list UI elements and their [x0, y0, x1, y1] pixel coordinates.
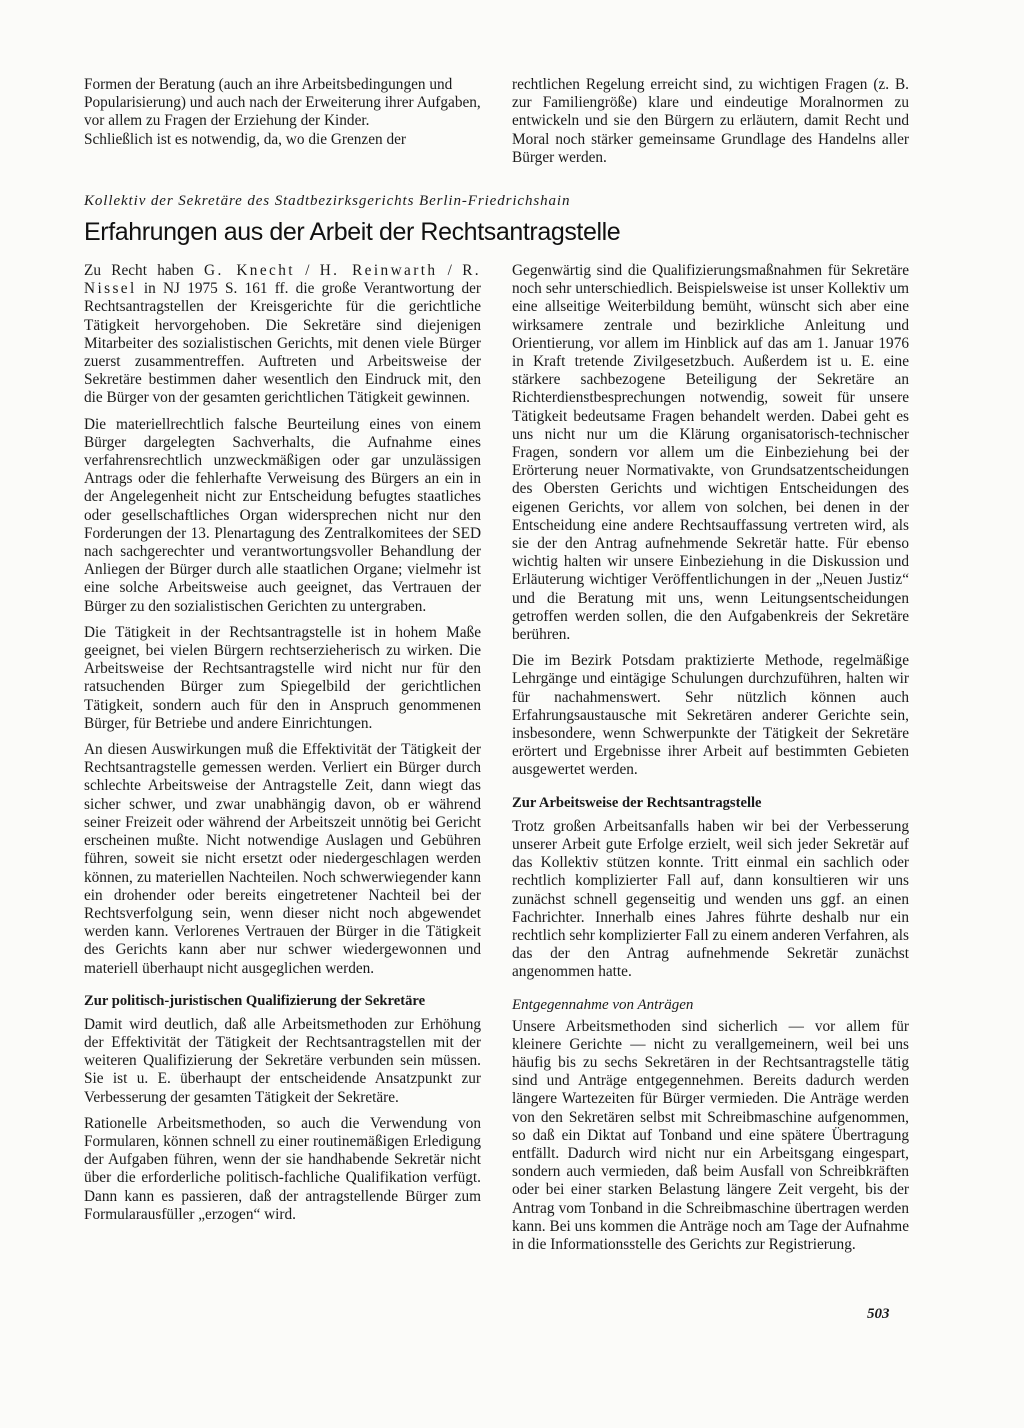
page-number: 503: [867, 1306, 890, 1322]
article-left-column: [84, 262, 481, 1224]
body-paragraph: An diesen Auswirkungen muß die Effektivität der Tätigkeit der Rechtsantragstelle gemessen werden. Verliert ein Bürger durch schlechte Arbeitsweise der Antragstelle Zeit, dann wiegt das sicher schwer, und zwar unabhängig davon, ob er während seiner Freizeit oder während der Arbeitszeit unnötig bei Gericht erscheinen mußte. Nicht notwendige Auslagen und Gebühren führen, soweit sie nicht ersetzt oder niedergeschlagen werden können, zu materiellen Nachteilen. Noch schwerwiegender kann ein drohender oder bereits eingetretener Nachteil bei der Rechtsverfolgung sein, wenn dieser nicht noch abgewendet werden kann. Verlorenes Vertrauen der Bürger in die Tätigkeit des Gerichts kann aber nur schwer wiedergewonnen und materiell überhaupt nicht ausgeglichen werden.: [84, 741, 481, 977]
section-heading: Zur Arbeitsweise der Rechtsantragstelle: [512, 794, 762, 811]
intro-paragraph: [84, 262, 481, 408]
author-name: R. Nissel: [84, 262, 482, 298]
previous-article-paragraph: Formen der Beratung (auch an ihre Arbeitsbedingungen und Popularisierung) und auch nach der Erweiterung ihrer Aufgaben, vor allem zu Fragen der Erziehung der Kinder.: [84, 76, 481, 130]
body-paragraph: Damit wird deutlich, daß alle Arbeitsmethoden zur Erhöhung der Effektivität der Tätigkeit der Rechtsantragstellen mit der weiteren Qualifizierung der Sekretäre verbunden sein müssen. Sie ist u. E. überhaupt der entscheidende Ansatzpunkt zur Verbesserung der gesamten Tätigkeit der Sekretäre.: [84, 1015, 481, 1106]
previous-article-paragraph: rechtlichen Regelung erreicht sind, zu wichtigen Fragen (z. B. zur Familiengröße) klare und eindeutige Moralnormen zu entwickeln und sie den Bürgern zu erläutern, damit Recht und Moral noch stärker gemeinsame Grundlage des Handelns aller Bürger werden.: [512, 76, 909, 166]
intro-text: in NJ 1975 S. 161 ff. die große Verantwortung der Rechtsantragstellen der Kreisgerichte für die gerichtliche Tätigkeit hervorgehoben. Die Sekretäre sind diejenigen Mitarbeiter des sozialistischen Gerichts, mit denen viele Bürger zuerst zusammentreffen. Auftreten und Arbeitsweise der Sekretäre bestimmen daher wesentlich den Eindruck mit, den die Bürger von der gesamten gerichtlichen Tätigkeit gewinnen.: [84, 280, 481, 407]
body-paragraph: Rationelle Arbeitsmethoden, so auch die Verwendung von Formularen, können schnell zu einer routinemäßigen Erledigung der Aufgaben führen, wenn der sie handhabende Sekretär nicht über die erforderliche politisch-fachliche Qualifikation verfügt. Dann kann es passieren, daß der antragstellende Bürger zum Formularausfüller „erzogen“ wird.: [84, 1114, 481, 1223]
author-separator: /: [437, 262, 463, 279]
author-name: H. Reinwarth: [319, 262, 438, 279]
author-name: G. Knecht: [204, 262, 295, 279]
article-title: Erfahrungen aus der Arbeit der Rechtsantragstelle: [84, 218, 621, 246]
subsection-heading: Entgegennahme von Anträgen: [512, 996, 694, 1013]
article-byline: Kollektiv der Sekretäre des Stadtbezirksgerichts Berlin-Friedrichshain: [84, 193, 571, 209]
body-paragraph: Die im Bezirk Potsdam praktizierte Methode, regelmäßige Lehrgänge und eintägige Schulungen durchzuführen, halten wir für nachahmenswert. Sehr nützlich können auch Erfahrungsaustausche mit Sekretären anderer Gerichte sein, insbesondere, wenn Schwerpunkte der Tätigkeit der Sekretäre erörtert und Ergebnisse ihrer Arbeit auf bestimmten Gebieten ausgewertet werden.: [512, 652, 909, 779]
previous-article-left-column: [84, 76, 481, 149]
body-paragraph: Unsere Arbeitsmethoden sind sicherlich — vor allem für kleinere Gerichte — nicht zu verallgemeinern, weil bei uns häufig bis zu sechs Sekretären in der Rechtsantragstelle tätig sind und Anträge entgegennehmen. Bereits dadurch werden längere Wartezeiten für Bürger vermieden. Die Anträge werden von den Sekretären selbst mit Schreibmaschine aufgenommen, so daß ein Diktat auf Tonband und eine spätere Übertragung entfällt. Dadurch wird nicht nur ein Arbeitsgang eingespart, sondern auch vermieden, daß beim Ausfall von Schreibkräften oder bei einer starken Belastung längere Zeit vergeht, bis der Antrag vom Tonband in die Schreibmaschine übertragen werden kann. Bei uns kommen die Anträge noch am Tage der Aufnahme in die Informationsstelle des Gerichts zur Registrierung.: [512, 1017, 909, 1253]
body-paragraph: Die Tätigkeit in der Rechtsantragstelle ist in hohem Maße geeignet, bei vielen Bürgern rechtserzieherisch zu wirken. Die Arbeitsweise der Rechtsantragstelle wird nicht nur für den ratsuchenden Bürger zum Spiegelbild der gerichtlichen Tätigkeit, sondern auch für den in Anspruch genommenen Bürger, für Betriebe und andere Einrichtungen.: [84, 623, 481, 732]
section-heading: Zur politisch-juristischen Qualifizierung der Sekretäre: [84, 992, 426, 1009]
previous-article-paragraph: Schließlich ist es notwendig, da, wo die Grenzen der: [84, 130, 406, 148]
author-separator: /: [294, 262, 320, 279]
intro-text: Zu Recht haben: [84, 262, 205, 279]
body-paragraph: Gegenwärtig sind die Qualifizierungsmaßnahmen für Sekretäre noch sehr unterschiedlich. Beispielsweise ist unser Kollektiv um eine allseitige Weiterbildung bemüht, wünscht sich aber eine wirksamere zentrale und bezirkliche Anleitung und Orientierung, vor allem im Hinblick auf das am 1. Januar 1976 in Kraft tretende Zivilgesetzbuch. Außerdem ist u. E. eine stärkere sachbezogene Beteiligung der Sekretäre an Richterdienstbesprechungen notwendig, soweit für unsere Tätigkeit bedeutsame Fragen behandelt werden. Dabei geht es uns nicht nur um die Klärung organisatorisch-technischer Fragen, sondern vor allem um die Einbeziehung bei der Erörterung neuer Normativakte, von Grundsatzentscheidungen des Obersten Gerichts und wichtigen Entscheidungen des eigenen Gerichts, vor allem von solchen, bei denen in der Entscheidung eine andere Rechtsauffassung vertreten wird, als sie der den Antrag aufnehmende Sekretär hatte. Für ebenso wichtig halten wir unsere Einbeziehung in die Diskussion und Erläuterung wichtiger Veröffentlichungen in der „Neuen Justiz“ und die Beratung mit uns, wenn Leitungsentscheidungen getroffen werden sollen, die den Aufgabenkreis der Sekretäre berühren.: [512, 262, 909, 644]
previous-article-right-column: [512, 76, 909, 167]
body-paragraph: Trotz großen Arbeitsanfalls haben wir bei der Verbesserung unserer Arbeit gute Erfolge erzielt, weil sich jeder Sekretär auf das Kollektiv stützen konnte. Tritt einmal ein sachlich oder rechtlich komplizierter Fall auf, dann konsultieren wir uns zunächst schnell gegenseitig und wenden uns ggf. an einen Fachrichter. Innerhalb eines Jahres führte deshalb nur ein rechtlich sehr komplizierter Fall zu einem anderen Verfahren, als das der den Antrag aufnehmende Sekretär zunächst angenommen hatte.: [512, 817, 909, 981]
body-paragraph: Die materiellrechtlich falsche Beurteilung eines von einem Bürger dargelegten Sachverhalts, die Aufnahme eines verfahrensrechtlich unzweckmäßigen oder gar unzulässigen Antrags oder die fehlerhafte Verweisung des Bürgers an ein in der Angelegenheit nicht zur Entscheidung befugtes staatliches oder gesellschaftliches Organ widersprechen nicht nur den Forderungen der 13. Plenartagung des Zentralkomitees der SED nach sachgerechter und verantwortungsvoller Behandlung der Anliegen der Bürger durch alle staatlichen Organe; vielmehr ist eine solche Arbeitsweise auch geeignet, das Vertrauen der Bürger zu den sozialistischen Gerichten zu untergraben.: [84, 415, 481, 615]
article-right-column: [512, 262, 909, 1254]
